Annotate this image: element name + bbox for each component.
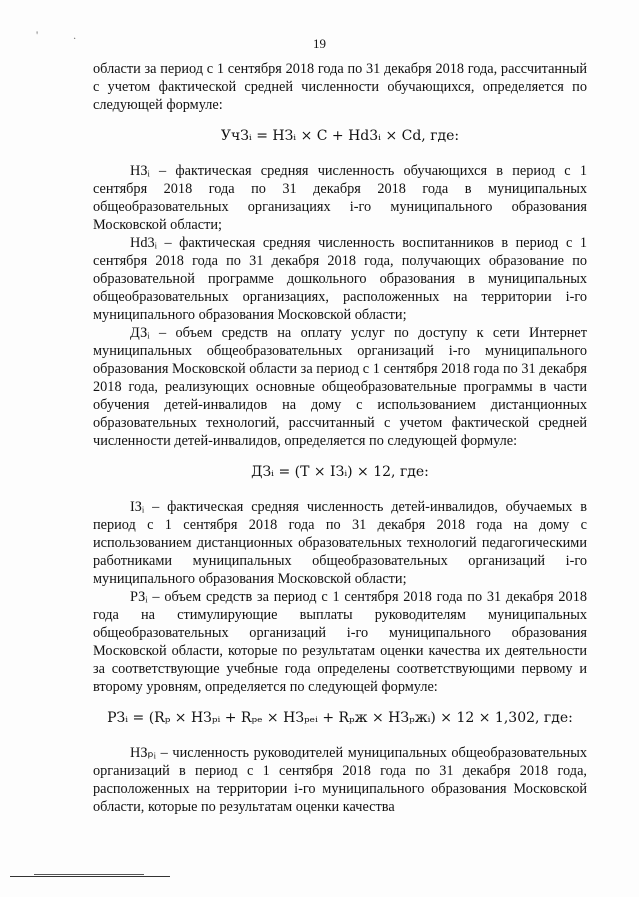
paragraph-hdz-definition: Hd3ᵢ – фактическая средняя численность воспитанников в период с 1 сентября 2018 года по 31 декабря 2018 года, получающих образование по образовательной программе дошкольного образования в муниципальных общеобразовательных организациях, расположенных на территории i-го муниципального образования Московской области; — [93, 235, 587, 323]
paragraph-iz-definition: IЗᵢ – фактическая средняя численность детей-инвалидов, обучаемых в период с 1 сентября 2018 года по 31 декабря 2018 года на дому с использованием дистанционных образовательных технологий педагогическими работниками муниципальных общеобразовательных организаций i-го муниципального образования Московской области; — [93, 499, 587, 587]
paragraph-dz-definition: ДЗᵢ – объем средств на оплату услуг по доступу к сети Интернет муниципальных общеобразовательных организаций i-го муниципального образования Московской области за период с 1 сентября 2018 года по 31 декабря 2018 года, реализующих основные общеобразовательные программы в части обучения детей-инвалидов на дому с использованием дистанционных образовательных технологий, рассчитанный с учетом фактической средней численности детей-инвалидов, определяется по следующей формуле: — [93, 325, 587, 449]
scan-marks: ' . — [36, 28, 93, 42]
paragraph-rz-definition: РЗᵢ – объем средств за период с 1 сентября 2018 года по 31 декабря 2018 года на стимулирующие выплаты руководителям муниципальных общеобразовательных организаций i-го муниципального образования Московской области, которые по результатам оценки качества их деятельности за соответствующие учебные года определены соответствующими первому и второму уровням, определяется по следующей формуле: — [93, 589, 587, 695]
document-body — [93, 60, 587, 816]
paragraph-nz-definition: НЗᵢ – фактическая средняя численность обучающихся в период с 1 сентября 2018 года по 31 декабря 2018 года в муниципальных общеобразовательных организациях i-го муниципального образования Московской области; — [93, 163, 587, 233]
page-number: 19 — [313, 36, 326, 51]
paragraph-nzp-definition: НЗₚᵢ – численность руководителей муниципальных общеобразовательных организаций в период с 1 сентября 2018 года по 31 декабря 2018 года, расположенных на территории i-го муниципального образования Московской области, которые по результатам оценки качества — [93, 745, 587, 815]
footer-divider-secondary — [34, 874, 144, 875]
footer-divider — [10, 876, 170, 877]
paragraph-intro: области за период с 1 сентября 2018 года по 31 декабря 2018 года, рассчитанный с учетом фактической средней численности обучающихся, определяется по следующей формуле: — [93, 61, 587, 113]
formula-rz: РЗᵢ = (Rₚ × НЗₚᵢ + Rₚₑ × НЗₚₑᵢ + Rₚж × НЗₚжᵢ) × 12 × 1,302, где: — [107, 710, 573, 726]
formula-dz: ДЗᵢ = (T × IЗᵢ) × 12, где: — [251, 464, 429, 480]
formula-uchz: УчЗᵢ = НЗᵢ × C + Hd3ᵢ × Cd, где: — [220, 128, 460, 144]
